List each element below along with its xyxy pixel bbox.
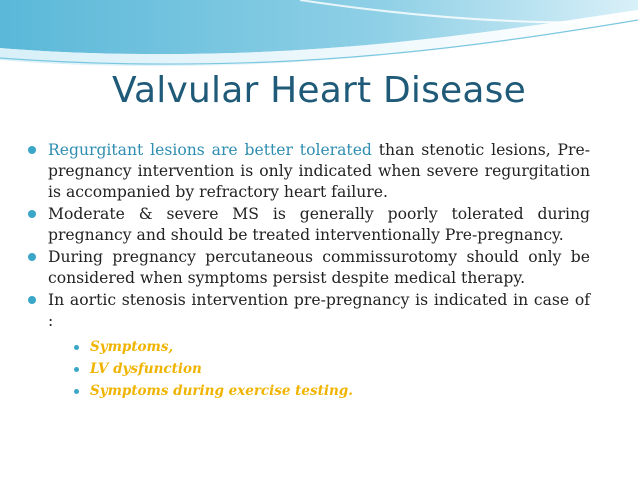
bullet-text: In aortic stenosis intervention pre-pregnancy is indicated in case of : <box>48 291 590 330</box>
bullet-marker <box>28 296 36 304</box>
bullet-marker <box>28 253 36 261</box>
bullet-aortic-stenosis <box>26 290 590 332</box>
bullet-highlight-text: Regurgitant lesions are better tolerated <box>48 141 372 159</box>
bullet-text: Moderate & severe MS is generally poorly tolerated during pregnancy and should be treated interventionally Pre-pregnancy. <box>48 205 590 244</box>
header-wave-decoration <box>0 0 638 80</box>
bullet-marker <box>28 146 36 154</box>
aortic-stenosis-indications-list <box>26 336 590 402</box>
sub-item-exercise-testing: Symptoms during exercise testing. <box>72 380 590 402</box>
bullet-text: During pregnancy percutaneous commissurotomy should only be considered when symptoms persist despite medical therapy. <box>48 248 590 287</box>
sub-bullet-marker <box>74 345 79 350</box>
slide-title: Valvular Heart Disease <box>112 70 526 111</box>
sub-bullet-marker <box>74 389 79 394</box>
bullet-marker <box>28 210 36 218</box>
slide-content <box>26 140 590 402</box>
bullet-percutaneous-commissurotomy <box>26 247 590 289</box>
bullet-moderate-severe-ms <box>26 204 590 246</box>
bullet-regurgitant-lesions <box>26 140 590 203</box>
sub-bullet-marker <box>74 367 79 372</box>
sub-item-lv-dysfunction: LV dysfunction <box>72 358 590 380</box>
sub-item-symptoms: Symptoms, <box>72 336 590 358</box>
bullet-text: than stenotic lesions, Pre-pregnancy intervention is only indicated when severe regurgitation is accompanied by refractory heart failure. <box>48 141 591 201</box>
